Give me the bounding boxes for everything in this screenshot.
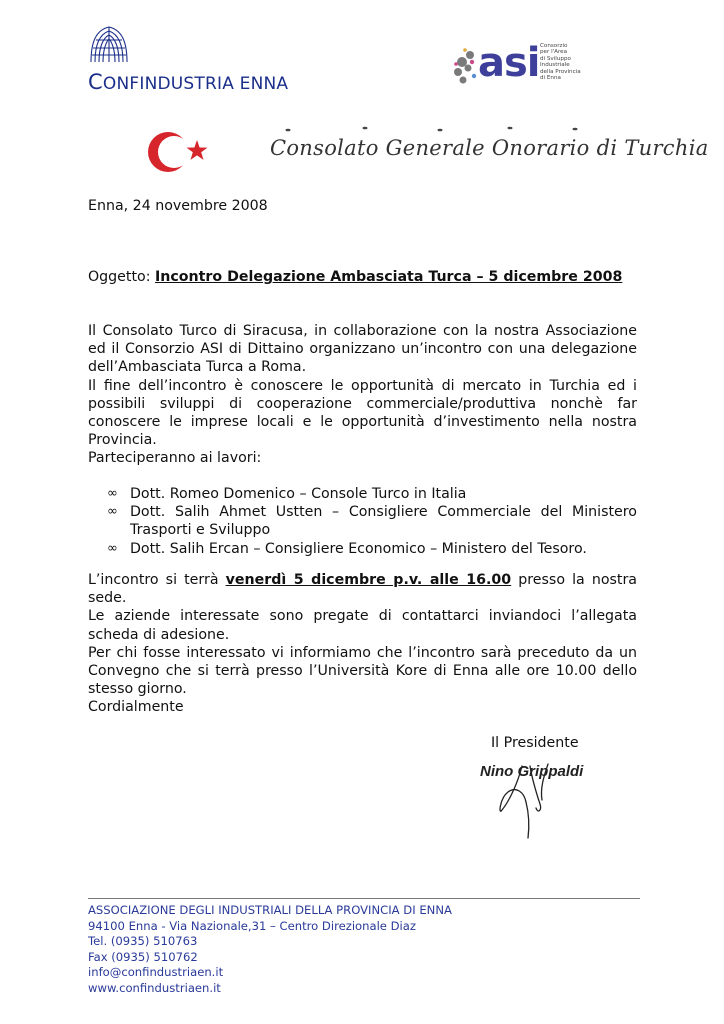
footer-website[interactable]: www.confindustriaen.it — [88, 980, 221, 995]
footer-email[interactable]: info@confindustriaen.it — [88, 965, 224, 980]
list-item — [107, 485, 637, 503]
letter-date: Enna, 24 novembre 2008 — [88, 198, 268, 214]
footer-fax: Fax (0935) 510762 — [88, 949, 198, 964]
letter-subject — [88, 268, 622, 286]
organization-name — [88, 70, 288, 94]
letter-body — [88, 322, 637, 468]
subject-text: Incontro Delegazione Ambasciata Turca – 5 dicembre 2008 — [155, 269, 623, 285]
participants-list — [107, 485, 637, 558]
participant-text: Dott. Salih Ahmet Ustten – Consigliere Commerciale del Ministero Trasporti e Sviluppo — [130, 504, 637, 539]
meeting-post: presso la nostra sede. — [88, 572, 637, 607]
body-paragraph-2: Il fine dell’incontro è conoscere le opportunità di mercato in Turchia ed i possibili sviluppi di cooperazione commerciale/produttiva nonchè far conoscere le imprese locali e le opportunità d’investimento nella nostra Provincia. — [88, 377, 637, 449]
bullet-icon: ∞ — [107, 540, 118, 556]
list-item — [107, 503, 637, 539]
participant-text: Dott. Salih Ercan – Consigliere Economico – Ministero del Tesoro. — [130, 540, 587, 557]
letter-closing — [88, 571, 637, 717]
org-name-rest: ONFINDUSTRIA ENNA — [102, 74, 289, 94]
footer-phone: Tel. (0935) 510763 — [88, 934, 198, 949]
bullet-icon: ∞ — [107, 486, 118, 501]
meeting-paragraph — [88, 571, 637, 607]
asi-caption: Consorzio per l'Area di Sviluppo Industriale della Provincia di Enna — [540, 43, 581, 82]
meeting-pre: L’incontro si terrà — [88, 572, 226, 588]
body-paragraph-1: Il Consolato Turco di Siracusa, in collaborazione con la nostra Associazione ed il Consorzio ASI di Dittaino organizzano un’incontro con una delegazione dell’Ambasciata Turca a Roma. — [88, 323, 637, 376]
footer-divider — [88, 898, 640, 899]
consolato-title: Consolato Generale Onorario di Turchia — [270, 136, 709, 160]
subject-label: Oggetto: — [88, 269, 156, 285]
signature-image — [470, 752, 610, 842]
footer-association: ASSOCIAZIONE DEGLI INDUSTRIALI DELLA PROVINCIA DI ENNA — [88, 903, 452, 917]
footer-address: 94100 Enna - Via Nazionale,31 – Centro Direzionale Diaz — [88, 918, 416, 933]
meeting-datetime: venerdì 5 dicembre p.v. alle 16.00 — [225, 572, 512, 588]
bullet-icon: ∞ — [107, 504, 118, 520]
footer — [88, 903, 452, 997]
list-item — [107, 540, 637, 558]
confindustria-logo — [88, 24, 130, 64]
participant-text: Dott. Romeo Domenico – Console Turco in Italia — [130, 486, 467, 502]
body-paragraph-3: Parteciperanno ai lavori: — [88, 450, 262, 467]
asi-logo-text: asi — [478, 40, 540, 86]
body-paragraph-6: Per chi fosse interessato vi informiamo che l’incontro sarà preceduto da un Convegno che si terrà presso l’Università Kore di Enna alle ore 10.00 dello stesso giorno. — [88, 644, 637, 698]
closing-salutation: Cordialmente — [88, 699, 184, 716]
body-paragraph-5: Le aziende interessate sono pregate di contattarci inviandoci l’allegata scheda di adesione. — [88, 608, 637, 643]
signature-title: Il Presidente — [491, 735, 579, 751]
crescent-star-icon — [142, 126, 212, 174]
org-name-initial: C — [88, 70, 103, 94]
signature-name: Nino Grippaldi — [480, 763, 584, 780]
